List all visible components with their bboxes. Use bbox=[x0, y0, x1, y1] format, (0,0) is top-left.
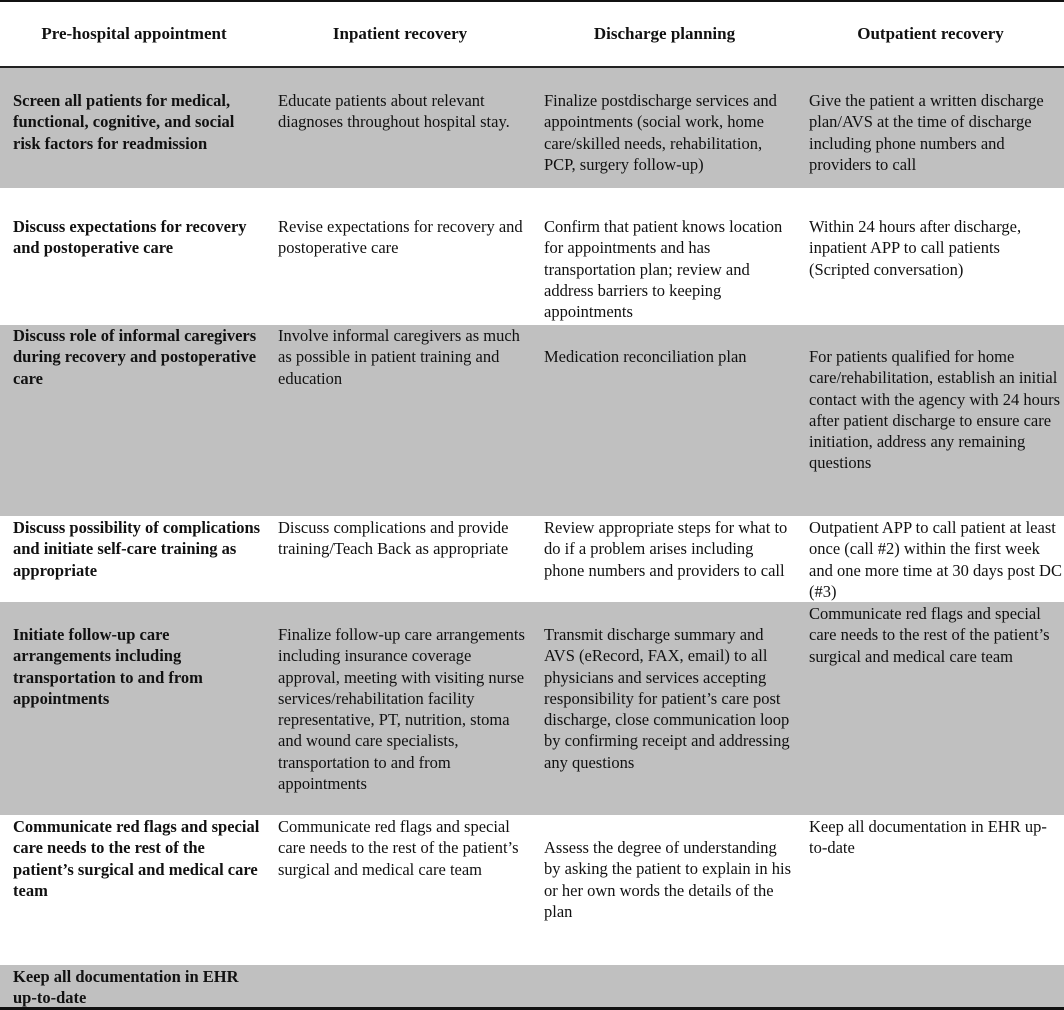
table-cell: Give the patient a written discharge plan/AVS at the time of discharge including phone numbers and providers to call bbox=[809, 91, 1044, 174]
table-cell: Communicate red flags and special care needs to the rest of the patient’s surgical and medical care team bbox=[809, 604, 1050, 666]
column-header-discharge: Discharge planning bbox=[593, 24, 736, 43]
table-cell: Outpatient APP to call patient at least once (call #2) within the first week and one more time at 30 days post DC (#3) bbox=[809, 518, 1062, 601]
table-cell: Screen all patients for medical, functional, cognitive, and social risk factors for readmission bbox=[13, 91, 235, 153]
table-cell: Confirm that patient knows location for appointments and has transportation plan; review and address barriers to keeping appointments bbox=[544, 217, 783, 322]
table-row bbox=[0, 325, 1064, 516]
table-row bbox=[0, 815, 1064, 965]
table-row bbox=[0, 965, 1064, 1007]
table-row bbox=[0, 188, 1064, 325]
column-header-inpatient: Inpatient recovery bbox=[332, 24, 468, 43]
table-cell: Finalize postdischarge services and appointments (social work, home care/skilled needs, rehabilitation, PCP, surgery follow-up) bbox=[544, 91, 777, 174]
table-cell: Discuss role of informal caregivers during recovery and postoperative care bbox=[13, 326, 257, 388]
table-cell: Keep all documentation in EHR up-to-date bbox=[13, 967, 239, 1008]
table-row bbox=[0, 602, 1064, 815]
table-cell: Discuss expectations for recovery and postoperative care bbox=[13, 217, 247, 258]
table-cell: Communicate red flags and special care needs to the rest of the patient’s surgical and medical care team bbox=[278, 817, 519, 879]
column-header-pre-hospital: Pre-hospital appointment bbox=[41, 24, 227, 43]
table-cell: Transmit discharge summary and AVS (eRecord, FAX, email) to all physicians and services accepting responsibility for patient’s care post discharge, close communication loop by confirming receipt and addressing any questions bbox=[544, 625, 790, 772]
table-cell: Revise expectations for recovery and postoperative care bbox=[278, 217, 523, 258]
column-header-outpatient: Outpatient recovery bbox=[857, 24, 1004, 43]
table-cell: Educate patients about relevant diagnoses throughout hospital stay. bbox=[278, 91, 510, 132]
table-cell: Initiate follow-up care arrangements including transportation to and from appointments bbox=[13, 625, 203, 708]
table-cell: Within 24 hours after discharge, inpatient APP to call patients (Scripted conversation) bbox=[809, 217, 1022, 279]
table-cell: Discuss complications and provide training/Teach Back as appropriate bbox=[278, 518, 509, 559]
table-cell: Communicate red flags and special care needs to the rest of the patient’s surgical and medical care team bbox=[13, 817, 260, 900]
table-cell: Medication reconciliation plan bbox=[544, 347, 747, 366]
table-cell: Involve informal caregivers as much as possible in patient training and education bbox=[278, 326, 520, 388]
table-cell: Keep all documentation in EHR up-to-date bbox=[809, 817, 1047, 858]
table-row bbox=[0, 516, 1064, 602]
table-cell: Discuss possibility of complications and initiate self-care training as appropriate bbox=[13, 518, 261, 580]
table-cell: Assess the degree of understanding by asking the patient to explain in his or her own words the details of the plan bbox=[544, 838, 792, 921]
table-cell: Review appropriate steps for what to do if a problem arises including phone numbers and providers to call bbox=[544, 518, 788, 580]
table-cell: For patients qualified for home care/rehabilitation, establish an initial contact with the agency with 24 hours after patient discharge to ensure care initiation, address any remaining questions bbox=[809, 347, 1061, 473]
table-cell: Finalize follow-up care arrangements including insurance coverage approval, meeting with visiting nurse services/rehabilitation facility representative, PT, nutrition, stoma and wound care specialists, transportation to and from appointments bbox=[278, 625, 525, 794]
table-row bbox=[0, 68, 1064, 188]
